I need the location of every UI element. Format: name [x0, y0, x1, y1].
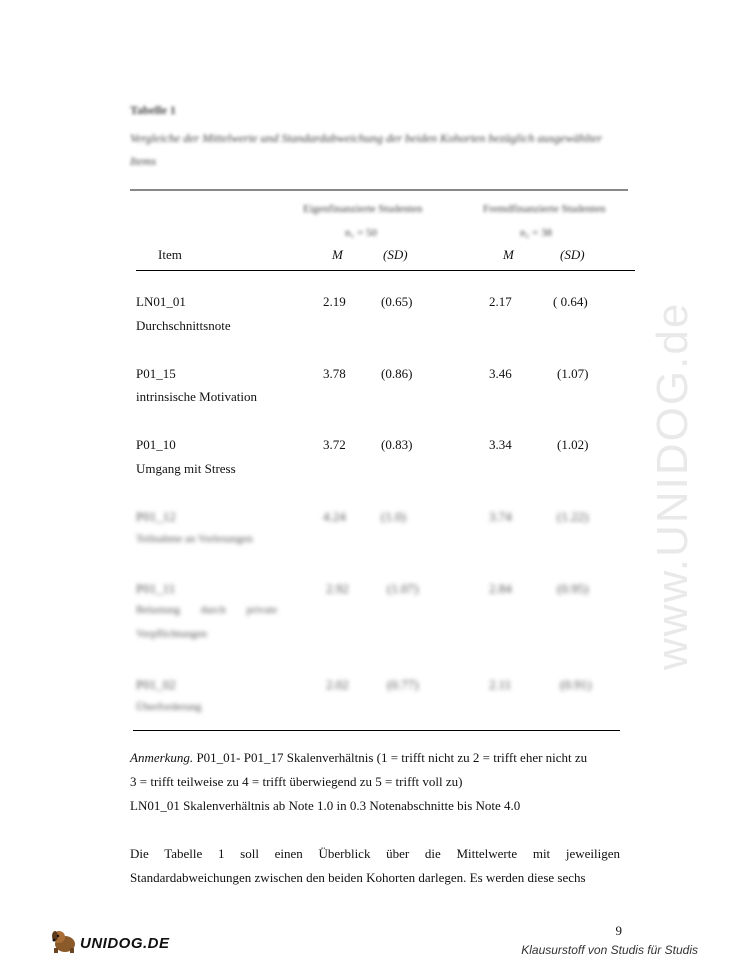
row-code: LN01_01 [136, 294, 186, 309]
col-m1-header: M [332, 247, 343, 262]
table-notes [130, 746, 622, 818]
row-sd2: (1.22) [557, 509, 589, 524]
body-paragraph: Die Tabelle 1 soll einen Überblick über die Mittelwerte mit jeweiligen Standardabweichungen zwischen den beiden Kohorten darlegen. Es werden diese sechs [130, 846, 620, 885]
row-sd2: (1.07) [557, 366, 589, 381]
page-number: 9 [615, 923, 622, 938]
row-m1: 3.72 [323, 437, 346, 452]
col-sd1-header: (SD) [383, 247, 408, 262]
row-label-cont: Verpflichtungen [136, 628, 207, 640]
row-m1: 2.92 [326, 581, 349, 596]
group1-label: Eigenfinanzierte Studenten [303, 203, 423, 215]
notes-lead: Anmerkung. [130, 750, 194, 765]
row-label: Belastung durch private [136, 604, 278, 616]
row-sd2: ( 0.64) [553, 294, 588, 309]
table-caption-subtitle: Vergleiche der Mittelwerte und Standardabweichung der beiden Kohorten bezüglich ausgewählter Items [130, 131, 603, 168]
row-label: Teilnahme an Vorlesungen [136, 533, 253, 545]
row-sd2: (1.02) [557, 437, 589, 452]
group2-label: Fremdfinanzierte Studenten [483, 203, 606, 215]
table-header-rule [136, 270, 635, 271]
row-sd1: (1.07) [387, 581, 419, 596]
row-sd1: (0.65) [381, 294, 413, 309]
row-code: P01_12 [136, 509, 176, 524]
col-m2-header: M [503, 247, 514, 262]
row-m1: 2.02 [326, 677, 349, 692]
row-m2: 2.84 [489, 581, 512, 596]
row-sd2: (0.91) [560, 677, 592, 692]
row-sd2: (0.95) [557, 581, 589, 596]
dog-icon [50, 928, 78, 959]
row-m1: 2.19 [323, 294, 346, 309]
row-code: P01_15 [136, 366, 176, 381]
group2-n: n₂ = 38 [520, 227, 553, 239]
row-code: P01_10 [136, 437, 176, 452]
row-m1: 4.24 [323, 509, 346, 524]
group1-n: n₁ = 50 [345, 227, 378, 239]
watermark: www.UNIDOG.de [648, 301, 697, 670]
logo-text: UNIDOG.DE [80, 935, 170, 952]
notes-line1: P01_01- P01_17 Skalenverhältnis (1 = trifft nicht zu 2 = trifft eher nicht zu [193, 750, 588, 765]
row-m2: 2.11 [489, 677, 512, 692]
table-caption-title: Tabelle 1 [130, 103, 176, 117]
notes-line2: 3 = trifft teilweise zu 4 = trifft überwiegend zu 5 = trifft voll zu) [130, 774, 463, 789]
row-sd1: (0.77) [387, 677, 419, 692]
row-label: Umgang mit Stress [136, 461, 236, 476]
row-code: P01_02 [136, 677, 176, 692]
table-bottom-rule [133, 730, 620, 731]
row-m2: 2.17 [489, 294, 512, 309]
row-sd1: (0.86) [381, 366, 413, 381]
row-sd1: (0.83) [381, 437, 413, 452]
row-sd1: (1.0) [381, 509, 406, 524]
table-top-rule [130, 189, 628, 191]
row-m2: 3.46 [489, 366, 512, 381]
row-label: Überforderung [136, 701, 202, 713]
unidog-logo [50, 928, 170, 959]
row-m1: 3.78 [323, 366, 346, 381]
footer-tagline: Klausurstoff von Studis für Studis [521, 943, 698, 957]
row-m2: 3.74 [489, 509, 512, 524]
row-label: intrinsische Motivation [136, 389, 257, 404]
notes-line3: LN01_01 Skalenverhältnis ab Note 1.0 in 0.3 Notenabschnitte bis Note 4.0 [130, 798, 521, 813]
row-label: Durchschnittsnote [136, 318, 231, 333]
row-m2: 3.34 [489, 437, 512, 452]
col-item-header: Item [158, 247, 182, 262]
col-sd2-header: (SD) [560, 247, 585, 262]
row-code: P01_11 [136, 581, 176, 596]
